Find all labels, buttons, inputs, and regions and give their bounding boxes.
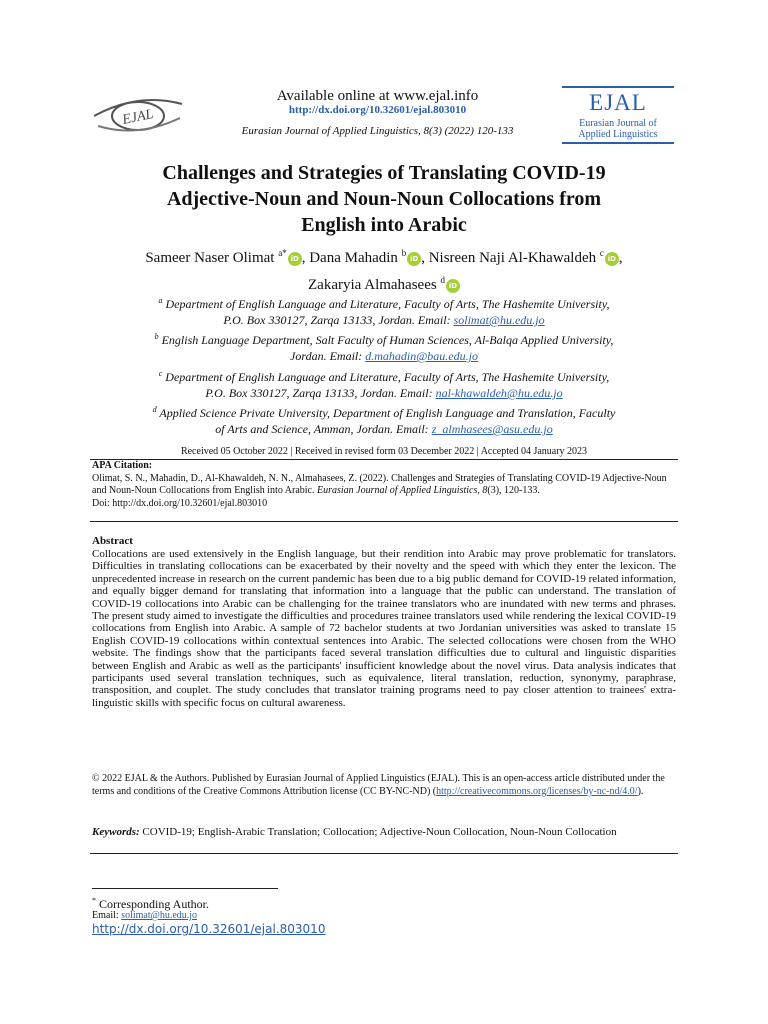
affiliation-text: Jordan. Email: [290,349,366,363]
affiliation-mark: b [154,332,159,341]
affiliation-text: English Language Department, Salt Faculty of Human Sciences, Al-Balqa Applied University, [161,333,614,347]
license-text: © 2022 EJAL & the Authors. Published by Eurasian Journal of Applied Linguistics (EJAL). This is an open-access article distributed under the terms and conditions of the Creative Commons Attribution license (CC BY-NC-ND) ( [92,773,665,797]
footnote-email-label: Email: [92,910,122,921]
affiliation-text: P.O. Box 330127, Zarqa 13133, Jordan. Email: [223,313,454,327]
orcid-icon[interactable]: iD [446,279,460,293]
abstract-heading: Abstract [92,535,133,547]
apa-journal: Eurasian Journal of Applied Linguistics, 8 [316,485,488,496]
email-link[interactable]: solimat@hu.edu.jo [453,313,545,327]
affiliation-mark: c [158,369,163,378]
footnote-text: Corresponding Author. [96,897,209,911]
affiliation-a [95,293,673,328]
divider [90,853,678,854]
author-superscript: c [599,248,604,258]
author-superscript: b [401,248,407,258]
footnote-doi-link[interactable]: http://dx.doi.org/10.32601/ejal.803010 [92,922,326,936]
apa-heading: APA Citation: [92,460,153,471]
available-online: Available online at www.ejal.info [276,88,479,104]
author-name: Dana Mahadin [309,250,398,266]
author-list: Sameer Naser Olimat $^{a*}$iD , Dana Mahadin $^b$iD , Nisreen Naji Al-Khawaldeh $^c$iD , Zakaryia Almahasees $^d$iD [145,248,623,293]
divider [90,521,678,522]
footnote-doi [92,922,325,936]
author-name: Sameer Naser Olimat [145,250,275,266]
logo-left-text: EJAL [121,106,155,129]
footnote-email [92,910,197,921]
affiliation-text: Department of English Language and Literature, Faculty of Arts, The Hashemite University, [165,370,610,384]
logo-right-subtitle-2: Applied Linguistics [578,129,658,140]
license-link[interactable]: http://creativecommons.org/licenses/by-nc-nd/4.0/ [436,786,638,797]
orcid-icon[interactable]: iD [605,252,619,266]
keywords-text: COVID-19; English-Arabic Translation; Collocation; Adjective-Noun Collocation, Noun-Noun Collocation [139,826,617,838]
author-name: Nisreen Naji Al-Khawaldeh [428,250,597,266]
affiliation-mark: a [158,296,163,305]
email-link[interactable]: z_almhasees@asu.edu.jo [431,422,553,436]
logo-right-subtitle-1: Eurasian Journal of [579,118,657,129]
email-link[interactable]: d.mahadin@bau.edu.jo [365,349,478,363]
footnote-divider [92,888,278,889]
title-line-3: English into Arabic [301,214,467,236]
received-dates: Received 05 October 2022 | Received in revised form 03 December 2022 | Accepted 04 January 2023 [180,446,588,457]
title-line-2: Adjective-Noun and Noun-Noun Collocations from [166,188,602,210]
keywords-label: Keywords: [92,826,140,838]
affiliation-mark: d [152,405,157,414]
logo-right-title: EJAL [589,90,647,115]
affiliation-d [95,402,673,437]
orcid-icon[interactable]: iD [288,252,302,266]
author-name: Zakaryia Almahasees [308,277,437,293]
affiliation-c [95,366,673,401]
journal-logo-left [92,88,184,138]
affiliation-text: of Arts and Science, Amman, Jordan. Email: [215,422,432,436]
abstract-body: Collocations are used extensively in the English language, but their rendition into Arabic may prove problematic for translators. Difficulties in translating collocations can be exacerbated by their novelty and the speed with which they enter the lexicon. The unprecedented increase in research on the current pandemic has been due to a big public demand for COVID-19 related information, and equally bigger demand for translating that information into a language that the public can understand. The translation of COVID-19 collocations into Arabic can be challenging for the trainee translators who are inundated with new terms and phrases. The present study aimed to investigate the difficulties and procedures trainee translators used while rendering the lexical COVID-19 collocations from English into Arabic. A sample of 72 bachelor students at two Jordanian universities was asked to translate 15 English COVID-19 collocations within contextual sentences into Arabic. The selected collocations were chosen from the WHO website. The findings show that the participants faced several translation difficulties due to cultural and linguistic disparities between English and Arabic as well as the participants' insufficient knowledge about the novel virus. Data analysis indicates that participants used several translation techniques, such as equivalence, literal translation, reduction, synonymy, paraphrase, transposition, and couplet. The study concludes that translator training programs need to pay closer attention to trainees' extra-linguistic skills with specific focus on cultural awareness. [92,548,676,709]
footnote-mark: * [92,896,96,905]
apa-doi: Doi: http://dx.doi.org/10.32601/ejal.803010 [92,497,268,509]
author-superscript: a* [278,248,287,258]
author-superscript: d [440,275,445,285]
affiliation-text: Applied Science Private University, Department of English Language and Translation, Faculty [159,406,616,420]
orcid-icon[interactable]: iD [407,252,421,266]
article-title [90,160,678,238]
keywords [92,826,676,838]
title-line-1: Challenges and Strategies of Translating COVID-19 [162,162,606,184]
apa-text: Olimat, S. N., Mahadin, D., Al-Khawaldeh, N. N., Almahasees, Z. (2022). Challenges and Strategies of Translating COVID-19 Adjective-Noun and Noun-Noun Collocations from English into Arabic. [92,472,667,496]
affiliation-b [95,329,673,364]
apa-citation [92,460,678,510]
header-doi-link[interactable]: http://dx.doi.org/10.32601/ejal.803010 [288,104,467,116]
affiliation-text: P.O. Box 330127, Zarqa 13133, Jordan. Email: [205,386,436,400]
logo-right-subtitle [562,118,674,140]
email-link[interactable]: nal-khawaldeh@hu.edu.jo [435,386,563,400]
footnote-email-link[interactable]: solimat@hu.edu.jo [121,910,198,921]
apa-text: (3), 120-133. [487,485,540,496]
journal-citation: Eurasian Journal of Applied Linguistics, 8(3) (2022) 120-133 [241,125,514,137]
license-text-end: ). [637,786,644,797]
license-notice [92,772,676,798]
affiliation-text: Department of English Language and Literature, Faculty of Arts, The Hashemite University, [165,297,610,311]
